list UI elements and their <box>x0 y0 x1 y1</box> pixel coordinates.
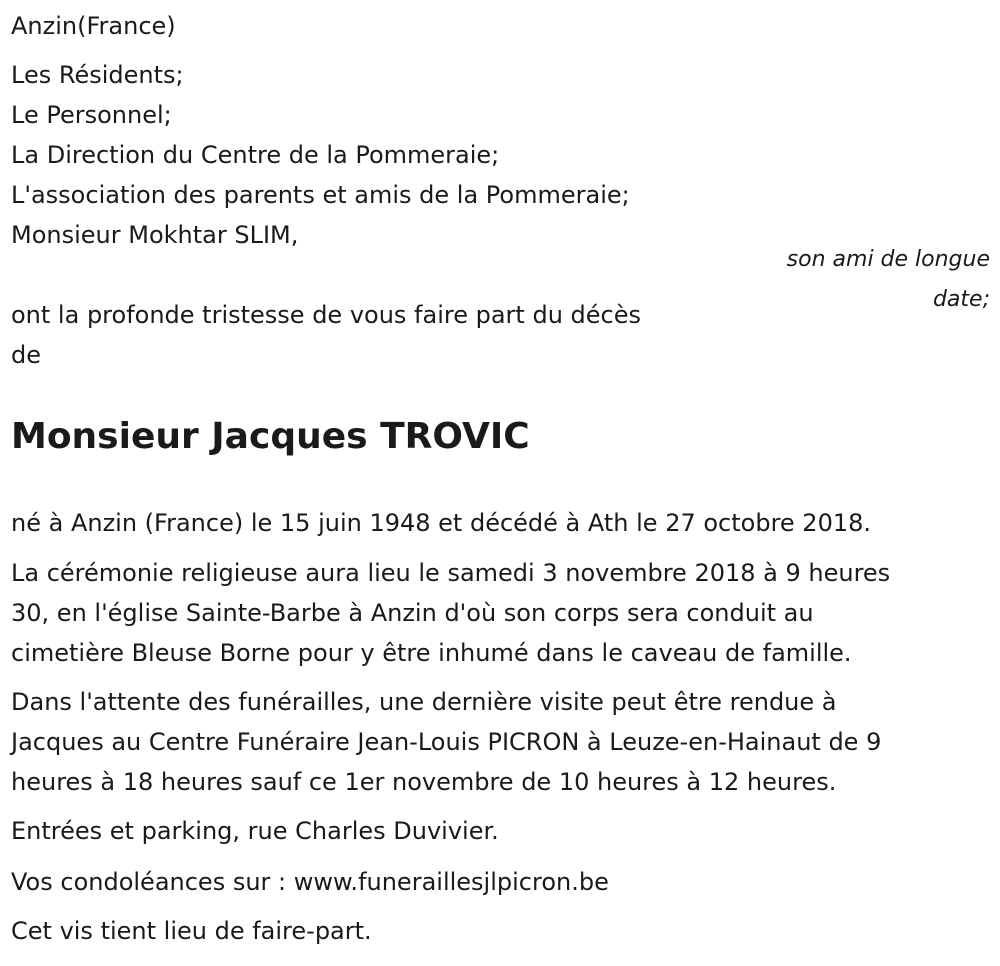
condolences-info: Vos condoléances sur : www.funeraillesjlpicron.be <box>11 868 609 896</box>
sender-residents: Les Résidents; <box>11 61 184 89</box>
visit-line-3: heures à 18 heures sauf ce 1er novembre de 10 heures à 12 heures. <box>11 768 837 796</box>
sender-staff: Le Personnel; <box>11 101 172 129</box>
ceremony-line-2: 30, en l'église Sainte-Barbe à Anzin d'où son corps sera conduit au <box>11 599 814 627</box>
ceremony-line-3: cimetière Bleuse Borne pour y être inhumé dans le caveau de famille. <box>11 639 852 667</box>
side-note-line-1: son ami de longue <box>786 247 990 272</box>
ceremony-line-1: La cérémonie religieuse aura lieu le samedi 3 novembre 2018 à 9 heures <box>11 559 891 587</box>
friend-side-note <box>750 240 990 320</box>
location: Anzin(France) <box>11 12 176 40</box>
visit-line-2: Jacques au Centre Funéraire Jean-Louis PICRON à Leuze-en-Hainaut de 9 <box>11 728 882 756</box>
announcement-line-1: ont la profonde tristesse de vous faire part du décès <box>11 301 641 329</box>
birth-death-info: né à Anzin (France) le 15 juin 1948 et décédé à Ath le 27 octobre 2018. <box>11 509 872 537</box>
closing-note: Cet vis tient lieu de faire-part. <box>11 917 372 945</box>
side-note-line-2: date; <box>932 287 990 312</box>
sender-association: L'association des parents et amis de la Pommeraie; <box>11 181 630 209</box>
announcement-line-2: de <box>11 341 41 369</box>
visit-line-1: Dans l'attente des funérailles, une dernière visite peut être rendue à <box>11 688 837 716</box>
parking-info: Entrées et parking, rue Charles Duvivier. <box>11 817 499 845</box>
sender-direction: La Direction du Centre de la Pommeraie; <box>11 141 500 169</box>
deceased-name: Monsieur Jacques TROVIC <box>11 416 530 457</box>
sender-friend: Monsieur Mokhtar SLIM, <box>11 221 299 249</box>
